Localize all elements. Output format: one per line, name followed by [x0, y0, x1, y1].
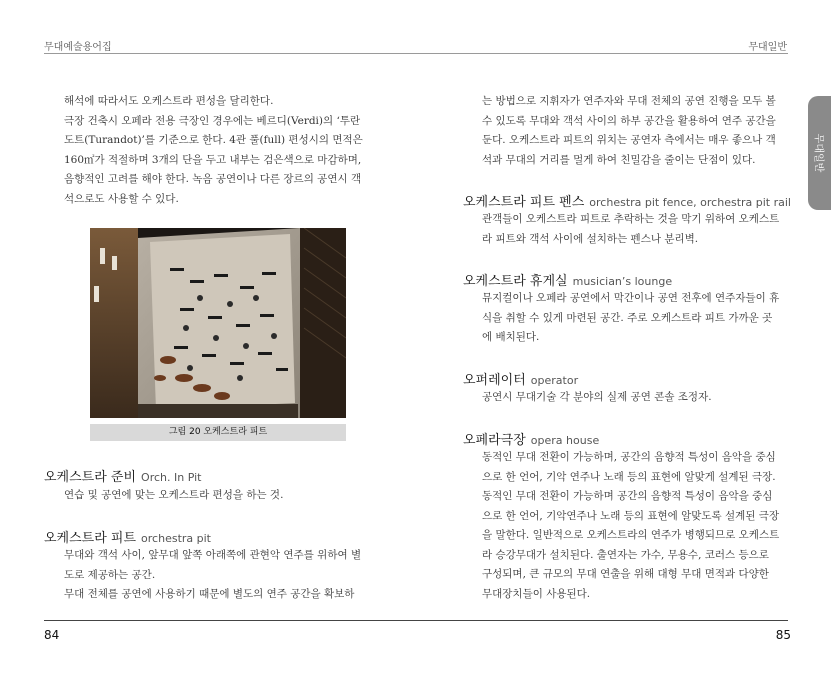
text-line: 연습 및 공연에 맞는 오케스트라 편성을 하는 것.	[64, 489, 284, 501]
text-line: 뮤지컬이나 오페라 공연에서 막간이나 공연 전후에 연주자들이 휴	[482, 292, 780, 304]
text-line: 음향적인 고려를 해야 한다. 녹음 공연이나 다른 장르의 공연시 객	[64, 173, 362, 185]
text-line: 공연시 무대기술 각 분야의 실제 공연 콘솔 조정자.	[482, 391, 712, 403]
entry-title-korean: 오케스트라 피트	[44, 531, 137, 546]
page-number-right: 85	[775, 628, 791, 642]
text-line: 도로 제공하는 공간.	[64, 568, 156, 581]
entry-title-operator	[463, 369, 578, 388]
right-continued-paragraph	[482, 92, 776, 170]
text-line: 극장 건축시 오페라 전용 극장인 경우에는 베르디(Verdi)의 ‘투란	[64, 114, 361, 127]
text-line: 수 있도록 무대와 객석 사이의 하부 공간을 활용하여 연주 공간을	[482, 114, 776, 127]
running-head-right: 무대일반	[748, 42, 787, 53]
text-line: 을 말한다. 일반적으로 오케스트라의 연주가 병행되므로 오케스트	[482, 529, 780, 541]
header-rule	[44, 53, 788, 54]
page-number-left: 84	[44, 628, 60, 642]
text-line: 둔다. 오케스트라 피트의 위치는 공연자 측에서는 매우 좋으나 객	[482, 134, 776, 146]
entry-title-english: orchestra pit	[141, 532, 211, 545]
entry-title-pit-fence	[463, 191, 791, 210]
entry-title-korean: 오페라극장	[463, 433, 526, 448]
entry-title-korean: 오케스트라 준비	[44, 470, 137, 485]
text-line: 라 피트와 객석 사이에 설치하는 펜스나 분리벽.	[482, 232, 699, 245]
text-line: 라 승강무대가 설치된다. 출연자는 가수, 무용수, 코러스 등으로	[482, 548, 769, 561]
text-line: 160㎡가 적절하며 3개의 단을 두고 내부는 검은색으로 마감하며,	[64, 153, 362, 166]
text-line: 는 방법으로 지휘자가 연주자와 무대 전체의 공연 진행을 모두 볼	[482, 95, 776, 107]
text-line: 동적인 무대 전환이 가능하며, 공간의 음향적 특성이 음악을 중심	[482, 451, 776, 463]
text-line: 구성되며, 큰 규모의 무대 연출을 위해 대형 무대 면적과 다양한	[482, 568, 769, 580]
text-line: 으로 한 언어, 기악 연주나 노래 등의 표현에 알맞게 설계된 극장.	[482, 470, 776, 483]
orchestra-pit-photo	[90, 228, 346, 418]
entry-title-english: Orch. In Pit	[141, 471, 202, 484]
entry-title-musicians-lounge	[463, 270, 672, 289]
text-line: 석으로도 사용할 수 있다.	[64, 192, 179, 205]
section-side-tab[interactable]	[808, 96, 831, 210]
entry-body-orch-in-pit	[64, 486, 283, 506]
text-line: 무대와 객석 사이, 앞무대 앞쪽 아래쪽에 관현악 연주를 위하여 별	[64, 549, 362, 561]
side-tab-label: 무대일반	[812, 133, 823, 173]
entry-body-musicians-lounge	[482, 289, 779, 348]
footer-rule	[44, 620, 788, 621]
entry-title-english: operator	[530, 374, 579, 387]
figure-caption: 그림 20 오케스트라 피트	[90, 424, 346, 441]
entry-title-english: musician’s lounge	[572, 275, 673, 288]
text-line: 동적인 무대 전환이 가능하며 공간의 음향적 특성이 음악을 중심	[482, 490, 773, 502]
entry-body-pit-fence	[482, 210, 779, 249]
text-line: 으로 한 언어, 기악연주나 노래 등의 표현에 알맞도록 설계된 극장	[482, 509, 780, 522]
entry-body-opera-house	[482, 448, 779, 604]
entry-title-english: orchestra pit fence, orchestra pit rail	[589, 196, 791, 209]
left-intro-paragraph	[64, 92, 363, 209]
entry-title-orchestra-pit	[44, 527, 211, 546]
entry-title-korean: 오케스트라 휴게실	[463, 274, 568, 289]
text-line: 해석에 따라서도 오케스트라 편성을 달리한다.	[64, 95, 274, 107]
entry-body-operator	[482, 388, 712, 408]
entry-title-english: opera house	[530, 434, 600, 447]
text-line: 무대 전체를 공연에 사용하기 때문에 별도의 연주 공간을 확보하	[64, 588, 355, 600]
entry-body-orchestra-pit	[64, 546, 361, 605]
entry-title-korean: 오케스트라 피트 펜스	[463, 195, 585, 210]
text-line: 석과 무대의 거리를 멀게 하여 친밀감을 줄이는 단점이 있다.	[482, 153, 756, 166]
text-line: 에 배치된다.	[482, 331, 540, 343]
entry-title-opera-house	[463, 429, 599, 448]
running-head-left: 무대예술용어집	[44, 42, 112, 53]
text-line: 무대장치들이 사용된다.	[482, 587, 591, 600]
text-line: 식을 취할 수 있게 마련된 공간. 주로 오케스트라 피트 가까운 곳	[482, 311, 773, 324]
text-line: 도트(Turandot)’를 기준으로 한다. 4관 풀(full) 편성시의 면적은	[64, 134, 363, 146]
entry-title-orch-in-pit	[44, 466, 201, 485]
text-line: 관객들이 오케스트라 피트로 추락하는 것을 막기 위하여 오케스트	[482, 213, 780, 225]
entry-title-korean: 오퍼레이터	[463, 373, 526, 388]
